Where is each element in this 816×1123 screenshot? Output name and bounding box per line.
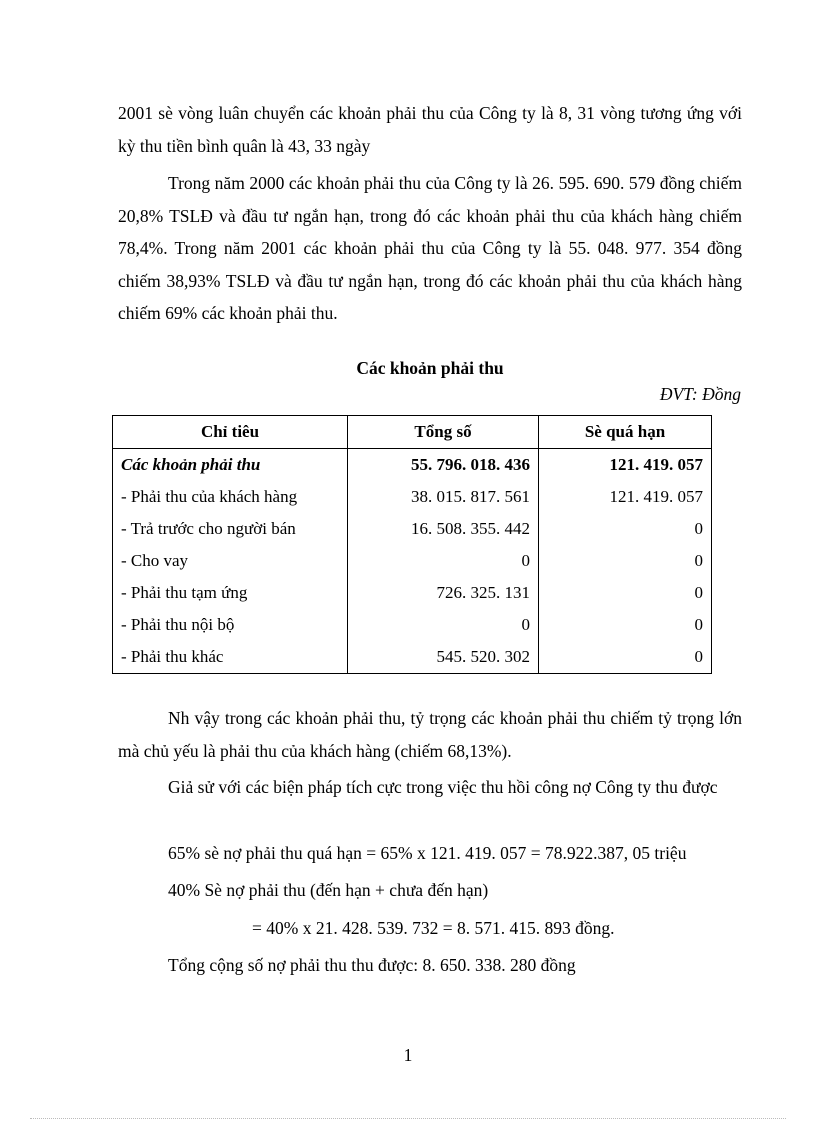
- row-overdue: 0: [539, 513, 712, 545]
- row-overdue: 121. 419. 057: [539, 481, 712, 513]
- table-unit: ĐVT: Đồng: [659, 384, 741, 404]
- calc-total-collected: Tổng cộng số nợ phải thu thu được: 8. 650. 338. 280 đồng: [168, 955, 576, 975]
- paragraph-conclusion: Nh vậy trong các khoản phải thu, tỷ trọng các khoản phải thu chiếm tỷ trọng lớn mà chủ yếu là phải thu của khách hàng (chiếm 68,13%).: [118, 708, 742, 761]
- row-total: 16. 508. 355. 442: [348, 513, 539, 545]
- row-overdue: 0: [539, 609, 712, 641]
- header-overdue: Sè quá hạn: [539, 416, 712, 449]
- row-label: - Phải thu khác: [113, 641, 348, 674]
- row-label: - Trả trước cho người bán: [113, 513, 348, 545]
- calc-due-receivables: 40% Sè nợ phải thu (đến hạn + chưa đến hạn): [168, 880, 489, 900]
- row-total: 545. 520. 302: [348, 641, 539, 674]
- table-row: [113, 513, 712, 545]
- row-label: - Phải thu tạm ứng: [113, 577, 348, 609]
- row-total: 726. 325. 131: [348, 577, 539, 609]
- table-row: [113, 609, 712, 641]
- paragraph-turnover: 2001 sè vòng luân chuyển các khoản phải thu của Công ty là 8, 31 vòng tương ứng với kỳ thu tiền bình quân là 43, 33 ngày: [118, 103, 742, 156]
- row-label: - Phải thu nội bộ: [113, 609, 348, 641]
- row-total: 0: [348, 545, 539, 577]
- page-bottom-divider: [30, 1118, 786, 1119]
- table-row: [113, 577, 712, 609]
- row-overdue: 121. 419. 057: [539, 449, 712, 482]
- page-number: 1: [403, 1045, 413, 1065]
- paragraph-assumption: Giả sử với các biện pháp tích cực trong việc thu hồi công nợ Công ty thu được: [168, 777, 718, 797]
- row-total: 38. 015. 817. 561: [348, 481, 539, 513]
- calc-due-amount: = 40% x 21. 428. 539. 732 = 8. 571. 415. 893 đồng.: [252, 918, 615, 938]
- paragraph-receivables-summary: Trong năm 2000 các khoản phải thu của Công ty là 26. 595. 690. 579 đồng chiếm 20,8% TSLĐ và đầu tư ngắn hạn, trong đó các khoản phải thu của khách hàng chiếm 78,4%. Trong năm 2001 các khoản phải thu của Công ty là 55. 048. 977. 354 đồng chiếm 38,93% TSLĐ và đầu tư ngắn hạn, trong đó các khoản phải thu của khách hàng chiếm 69% các khoản phải thu.: [118, 173, 742, 323]
- header-total: Tổng số: [348, 416, 539, 449]
- row-overdue: 0: [539, 641, 712, 674]
- table-header-row: [113, 416, 712, 449]
- header-indicator: Chỉ tiêu: [113, 416, 348, 449]
- row-label: Các khoản phải thu: [113, 449, 348, 482]
- row-label: - Phải thu của khách hàng: [113, 481, 348, 513]
- table-row: [113, 545, 712, 577]
- table-row: [113, 449, 712, 482]
- row-total: 55. 796. 018. 436: [348, 449, 539, 482]
- table-row: [113, 641, 712, 674]
- receivables-table: [112, 415, 712, 674]
- row-total: 0: [348, 609, 539, 641]
- row-overdue: 0: [539, 545, 712, 577]
- table-title: Các khoản phải thu: [356, 358, 504, 378]
- table-row: [113, 481, 712, 513]
- calc-overdue-recovery: 65% sè nợ phải thu quá hạn = 65% x 121. 419. 057 = 78.922.387, 05 triệu: [168, 843, 687, 863]
- row-overdue: 0: [539, 577, 712, 609]
- row-label: - Cho vay: [113, 545, 348, 577]
